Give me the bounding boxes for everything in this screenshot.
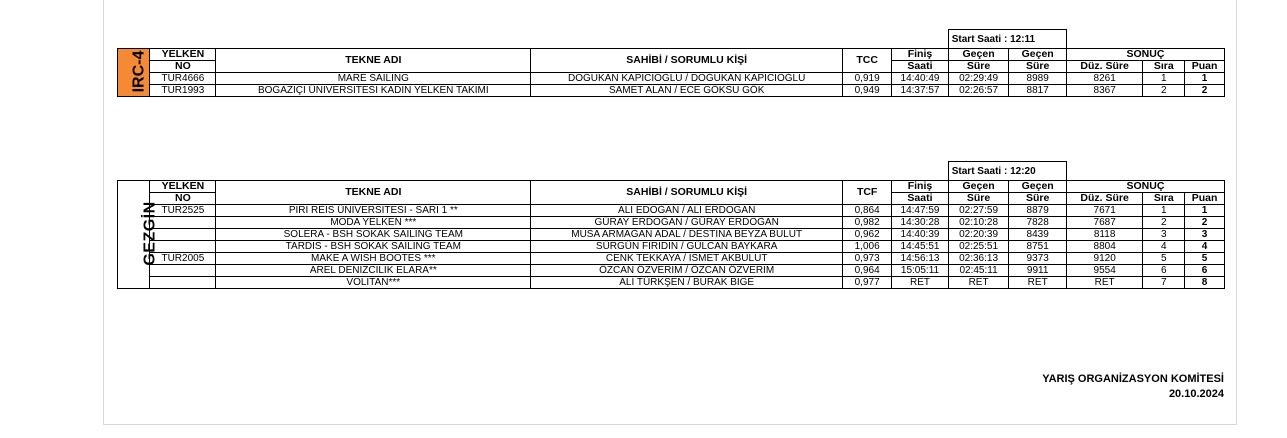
irc4-header-owner: SAHİBİ / SORUMLU KİŞİ [531, 49, 843, 73]
boat-name-cell: SOLERA - BSH SOKAK SAILING TEAM [216, 229, 531, 241]
rating-cell: 0,973 [843, 253, 892, 265]
gezgin-header-elapsed-1: Geçen [948, 181, 1009, 193]
gezgin-header-rating: TCF [843, 181, 892, 205]
table-row [118, 241, 1225, 253]
elapsed-time-cell: 02:26:57 [948, 85, 1009, 97]
owner-cell: SAMET ALAN / ECE GÖKSU GÖK [531, 85, 843, 97]
rank-cell: 1 [1143, 73, 1185, 85]
irc4-header-elapsed-2: Süre [948, 61, 1009, 73]
boat-name-cell: VOLİTAN*** [216, 277, 531, 289]
rating-cell: 0,964 [843, 265, 892, 277]
owner-cell: GÜRAY ERDOĞAN / GÜRAY ERDOĞAN [531, 217, 843, 229]
finish-time-cell: 14:40:39 [892, 229, 949, 241]
gezgin-class-text: GEZGİN [141, 201, 159, 266]
corrected-time-cell: 9554 [1066, 265, 1142, 277]
rating-cell: 0,949 [843, 85, 892, 97]
sail-no-cell [150, 265, 216, 277]
gezgin-header-corrected: Düz. Süre [1066, 193, 1142, 205]
boat-name-cell: BOĞAZİÇİ ÜNİVERSİTESİ KADIN YELKEN TAKIMI [216, 85, 531, 97]
rating-cell: 0,962 [843, 229, 892, 241]
finish-time-cell: 15:05:11 [892, 265, 949, 277]
boat-name-cell: MAKE A WISH BOOTES *** [216, 253, 531, 265]
corrected-time-cell: 7671 [1066, 205, 1142, 217]
boat-name-cell: MARE SAILING [216, 73, 531, 85]
irc4-header-elapsed-1: Geçen [948, 49, 1009, 61]
irc4-header-result: SONUÇ [1066, 49, 1224, 61]
points-cell: 1 [1185, 205, 1225, 217]
sail-no-cell [150, 217, 216, 229]
gezgin-header-boat-name: TEKNE ADI [216, 181, 531, 205]
rank-cell: 7 [1143, 277, 1185, 289]
gezgin-header-result: SONUÇ [1066, 181, 1224, 193]
table-row [118, 277, 1225, 289]
gezgin-header-sail-no-2: NO [150, 193, 216, 205]
gezgin-header-points: Puan [1185, 193, 1225, 205]
gezgin-results-table [117, 161, 1225, 289]
owner-cell: DOĞUKAN KAPICIOĞLU / DOĞUKAN KAPICIOĞLU [531, 73, 843, 85]
owner-cell: SÜRGÜN FİRİDİN / GÜLCAN BAYKARA [531, 241, 843, 253]
gezgin-start-time: Start Saati : 12:20 [948, 162, 1066, 181]
rank-cell: 1 [1143, 205, 1185, 217]
table-row [118, 229, 1225, 241]
elapsed-seconds-cell: 9373 [1009, 253, 1067, 265]
rank-cell: 5 [1143, 253, 1185, 265]
finish-time-cell: 14:56:13 [892, 253, 949, 265]
finish-time-cell: 14:45:51 [892, 241, 949, 253]
irc4-header-points: Puan [1185, 61, 1225, 73]
irc4-header-rating: TCC [843, 49, 892, 73]
irc4-header-sail-no-1: YELKEN [150, 49, 216, 61]
gezgin-header-finish-1: Finiş [892, 181, 949, 193]
irc4-header-rank: Sıra [1143, 61, 1185, 73]
corrected-time-cell: 8261 [1066, 73, 1142, 85]
sail-no-cell [150, 277, 216, 289]
owner-cell: ALİ TÜRKŞEN / BURAK BİGE [531, 277, 843, 289]
gezgin-header-elapsed-2: Süre [948, 193, 1009, 205]
elapsed-seconds-cell: 7828 [1009, 217, 1067, 229]
elapsed-seconds-cell: 8989 [1009, 73, 1067, 85]
corrected-time-cell: 8804 [1066, 241, 1142, 253]
gezgin-header-finish-2: Saati [892, 193, 949, 205]
corrected-time-cell: 7687 [1066, 217, 1142, 229]
committee-name: YARIŞ ORGANİZASYON KOMİTESİ [1042, 373, 1224, 385]
sail-no-cell: TUR2005 [150, 253, 216, 265]
points-cell: 6 [1185, 265, 1225, 277]
rating-cell: 0,919 [843, 73, 892, 85]
finish-time-cell: RET [892, 277, 949, 289]
elapsed-time-cell: 02:10:28 [948, 217, 1009, 229]
rating-cell: 1,006 [843, 241, 892, 253]
boat-name-cell: AREL DENİZCİLİK ELARA** [216, 265, 531, 277]
elapsed-time-cell: 02:27:59 [948, 205, 1009, 217]
irc4-class-text: IRC-4 [130, 50, 148, 93]
points-cell: 3 [1185, 229, 1225, 241]
table-row [118, 73, 1225, 85]
finish-time-cell: 14:37:57 [892, 85, 949, 97]
elapsed-seconds-cell: RET [1009, 277, 1067, 289]
sail-no-cell: TUR2525 [150, 205, 216, 217]
rank-cell: 6 [1143, 265, 1185, 277]
sail-no-cell: TUR4666 [150, 73, 216, 85]
elapsed-time-cell: 02:45:11 [948, 265, 1009, 277]
irc4-header-corrected: Düz. Süre [1066, 61, 1142, 73]
owner-cell: CENK TEKKAYA / İSMET AKBULUT [531, 253, 843, 265]
table-row [118, 205, 1225, 217]
points-cell: 1 [1185, 73, 1225, 85]
committee-footer [1042, 373, 1224, 400]
points-cell: 4 [1185, 241, 1225, 253]
irc4-header-elapsed-sec-2: Süre [1009, 61, 1067, 73]
gezgin-header-rank: Sıra [1143, 193, 1185, 205]
points-cell: 8 [1185, 277, 1225, 289]
gezgin-header-elapsed-sec-1: Geçen [1009, 181, 1067, 193]
rating-cell: 0,977 [843, 277, 892, 289]
table-row [118, 217, 1225, 229]
finish-time-cell: 14:40:49 [892, 73, 949, 85]
sail-no-cell [150, 241, 216, 253]
sail-no-cell: TUR1993 [150, 85, 216, 97]
gezgin-class-label [118, 181, 159, 289]
gezgin-header-sail-no-1: YELKEN [150, 181, 216, 193]
elapsed-time-cell: 02:25:51 [948, 241, 1009, 253]
boat-name-cell: PİRİ REİS ÜNİVERSİTESİ - SARI 1 ** [216, 205, 531, 217]
owner-cell: MUSA ARMAĞAN ADAL / DESTİNA BEYZA BULUT [531, 229, 843, 241]
elapsed-time-cell: 02:29:49 [948, 73, 1009, 85]
gezgin-header-elapsed-sec-2: Süre [1009, 193, 1067, 205]
points-cell: 5 [1185, 253, 1225, 265]
irc4-header-elapsed-sec-1: Geçen [1009, 49, 1067, 61]
corrected-time-cell: 9120 [1066, 253, 1142, 265]
corrected-time-cell: 8118 [1066, 229, 1142, 241]
elapsed-seconds-cell: 8817 [1009, 85, 1067, 97]
rank-cell: 4 [1143, 241, 1185, 253]
rank-cell: 2 [1143, 217, 1185, 229]
corrected-time-cell: RET [1066, 277, 1142, 289]
irc4-results-table [117, 29, 1225, 97]
elapsed-seconds-cell: 8879 [1009, 205, 1067, 217]
irc4-start-time: Start Saati : 12:11 [948, 30, 1066, 49]
rank-cell: 3 [1143, 229, 1185, 241]
rating-cell: 0,982 [843, 217, 892, 229]
boat-name-cell: MODA YELKEN *** [216, 217, 531, 229]
rating-cell: 0,864 [843, 205, 892, 217]
elapsed-seconds-cell: 8751 [1009, 241, 1067, 253]
boat-name-cell: TARDİS - BSH SOKAK SAILING TEAM [216, 241, 531, 253]
sail-no-cell [150, 229, 216, 241]
irc4-class-label [118, 49, 150, 97]
irc4-header-boat-name: TEKNE ADI [216, 49, 531, 73]
irc4-header-finish-1: Finiş [892, 49, 949, 61]
owner-cell: ALİ EDOĞAN / ALİ ERDOĞAN [531, 205, 843, 217]
elapsed-time-cell: 02:36:13 [948, 253, 1009, 265]
owner-cell: ÖZCAN ÖZVERİM / ÖZCAN ÖZVERİM [531, 265, 843, 277]
finish-time-cell: 14:47:59 [892, 205, 949, 217]
irc4-header-finish-2: Saati [892, 61, 949, 73]
elapsed-seconds-cell: 8439 [1009, 229, 1067, 241]
irc4-header-sail-no-2: NO [150, 61, 216, 73]
gezgin-header-owner: SAHİBİ / SORUMLU KİŞİ [531, 181, 843, 205]
table-row [118, 85, 1225, 97]
elapsed-time-cell: 02:20:39 [948, 229, 1009, 241]
elapsed-seconds-cell: 9911 [1009, 265, 1067, 277]
elapsed-time-cell: RET [948, 277, 1009, 289]
rank-cell: 2 [1143, 85, 1185, 97]
corrected-time-cell: 8367 [1066, 85, 1142, 97]
table-row [118, 265, 1225, 277]
results-date: 20.10.2024 [1168, 388, 1224, 400]
points-cell: 2 [1185, 85, 1225, 97]
points-cell: 2 [1185, 217, 1225, 229]
finish-time-cell: 14:30:28 [892, 217, 949, 229]
table-row [118, 253, 1225, 265]
